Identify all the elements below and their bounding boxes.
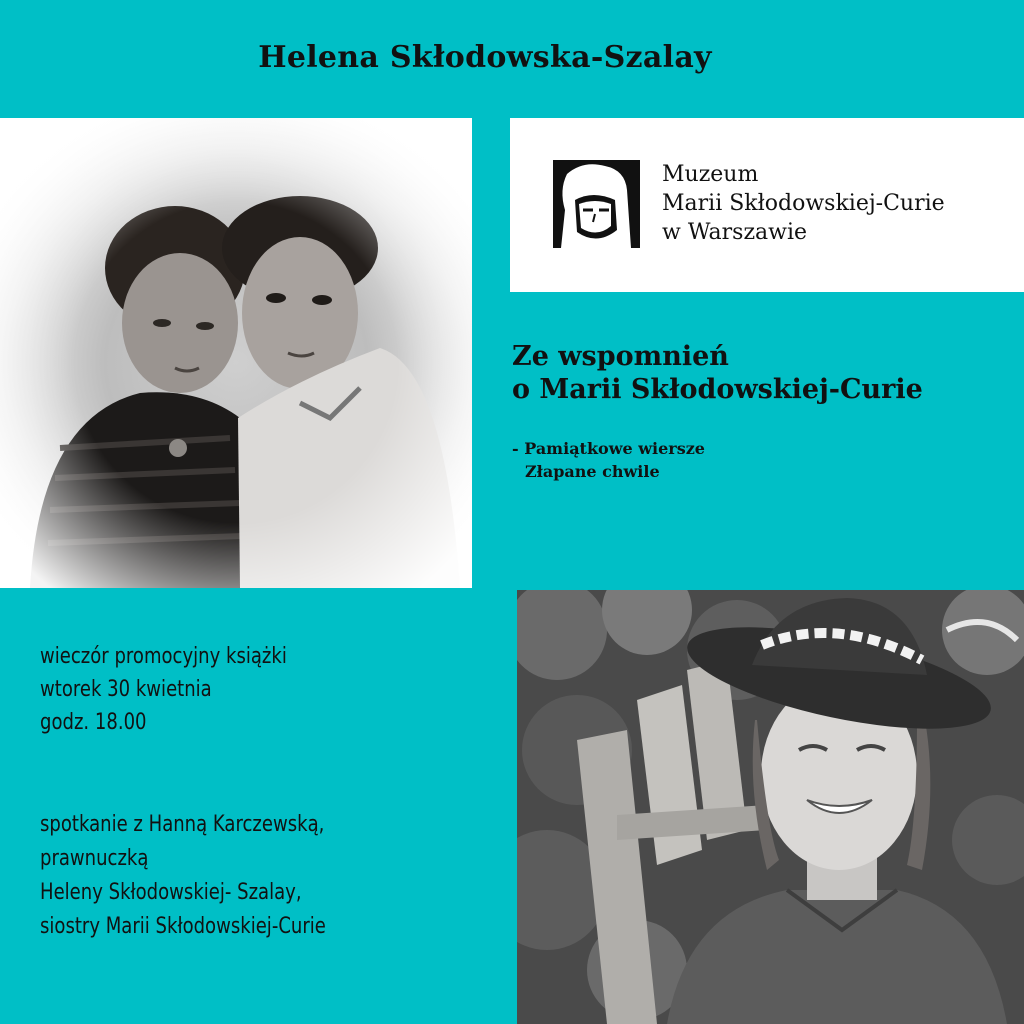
event-description: wieczór promocyjny książki: [40, 644, 287, 669]
guest-photo-illustration: [517, 590, 1024, 1024]
meeting-line: spotkanie z Hanną Karczewską,: [40, 812, 325, 837]
guest-photo: [517, 590, 1024, 1024]
portrait-logo-icon: [553, 160, 640, 248]
meeting-line: siostry Marii Skłodowskiej-Curie: [40, 914, 326, 939]
event-details: [40, 640, 287, 739]
book-section-item: Złapane chwile: [525, 462, 660, 481]
book-title: [512, 340, 923, 406]
museum-name: [662, 160, 945, 247]
book-title-line1: Ze wspomnień: [512, 341, 729, 372]
museum-name-line3: w Warszawie: [662, 220, 808, 245]
sisters-photo-illustration: [0, 118, 472, 588]
event-date: wtorek 30 kwietnia: [40, 677, 212, 702]
museum-name-line2: Marii Skłodowskiej-Curie: [662, 191, 945, 216]
poster-title: Helena Skłodowska-Szalay: [258, 40, 712, 75]
event-time: godz. 18.00: [40, 710, 147, 735]
meeting-line: Heleny Skłodowskiej- Szalay,: [40, 880, 302, 905]
meeting-details: [40, 808, 326, 944]
book-section-item: - Pamiątkowe wiersze: [512, 439, 705, 458]
meeting-line: prawnuczką: [40, 846, 149, 871]
sisters-photo: [0, 118, 472, 588]
book-title-line2: o Marii Skłodowskiej-Curie: [512, 374, 923, 405]
book-sections: [512, 437, 705, 483]
museum-name-line1: Muzeum: [662, 162, 759, 187]
